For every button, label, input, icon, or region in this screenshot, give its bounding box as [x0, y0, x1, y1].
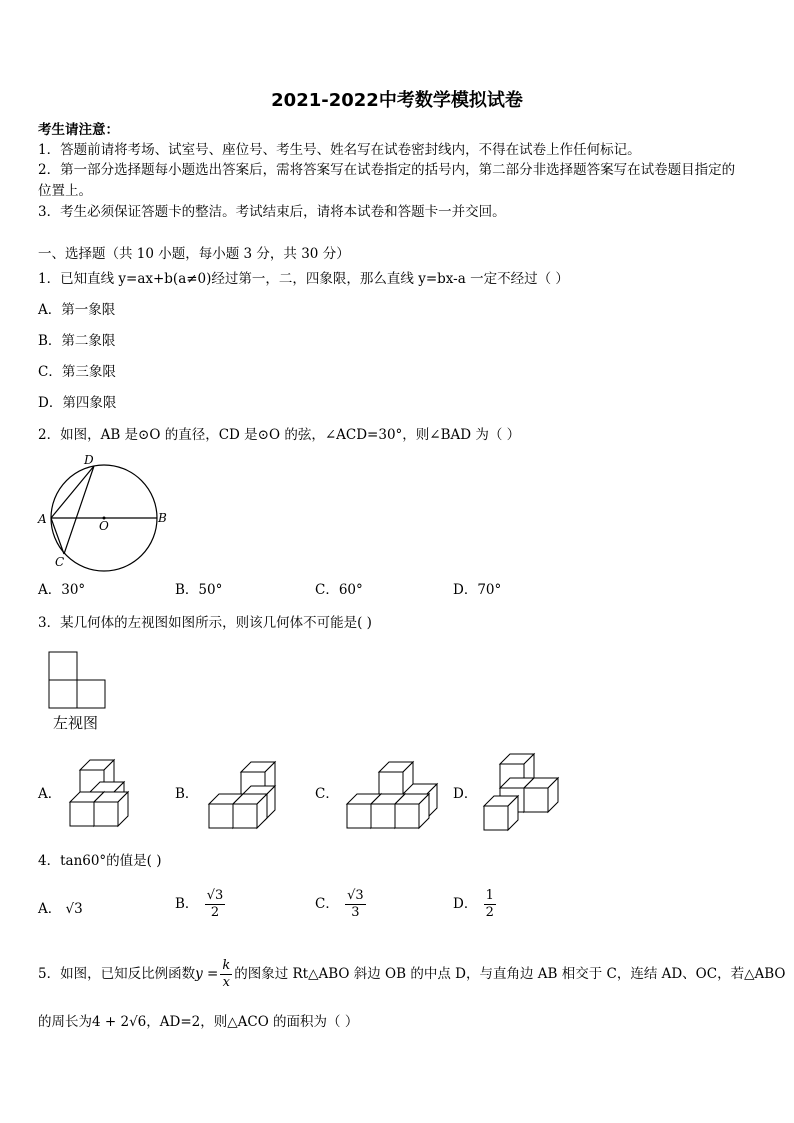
- option-d-fraction: [484, 888, 496, 921]
- q5-k: k: [222, 958, 231, 973]
- option-b-denominator: 2: [210, 905, 220, 920]
- question-3-stem: 3．某几何体的左视图如图所示，则该几何体不可能是( ): [38, 615, 372, 631]
- notice-item-2-cont: 位置上。: [38, 183, 92, 199]
- option-b-letter: B．: [175, 896, 199, 912]
- question-2-option-c[interactable]: C．60°: [315, 582, 363, 598]
- question-4-option-d[interactable]: [453, 888, 498, 921]
- notice-item-1: 1．答题前请将考场、试室号、座位号、考生号、姓名写在试卷密封线内，不得在试卷上作任何标记。: [38, 142, 641, 158]
- q5-y-equals: y =: [195, 966, 219, 982]
- cube: [233, 794, 267, 828]
- option-d-denominator: 2: [485, 905, 494, 920]
- question-3-option-c-label[interactable]: C．: [315, 786, 339, 802]
- option-d-numerator: 1: [485, 888, 494, 903]
- question-5-stem-line-1: [38, 958, 785, 991]
- q5-part-2: 的图象过 Rt△ABO 斜边 OB 的中点 D，与直角边 AB 相交于 C，连结 AD、OC，若△ABO: [234, 966, 786, 982]
- question-3-option-c-figure: [343, 760, 443, 830]
- q5-k-over-x: [220, 958, 232, 991]
- circle-diagram: [34, 448, 174, 578]
- question-2-option-b[interactable]: B．50°: [175, 582, 223, 598]
- cube: [94, 792, 128, 826]
- label-o: O: [99, 519, 109, 533]
- q5-part-1: 5．如图，已知反比例函数: [38, 966, 196, 982]
- notice-item-2: 2．第一部分选择题每小题选出答案后，需将答案写在试卷指定的括号内，第二部分非选择题答案写在试卷题目指定的: [38, 162, 736, 178]
- question-4-option-a[interactable]: [38, 899, 83, 919]
- option-b-numerator: √3: [206, 888, 224, 903]
- question-3-option-d-figure: [480, 752, 560, 832]
- option-c-fraction: [345, 888, 366, 921]
- question-3-option-b-label[interactable]: B．: [175, 786, 199, 802]
- page-title: 2021-2022中考数学模拟试卷: [271, 90, 523, 111]
- label-a: A: [38, 512, 47, 526]
- question-5-stem-line-2: [38, 1012, 358, 1032]
- question-1-option-a[interactable]: A．第一象限: [38, 302, 116, 318]
- option-c-letter: C．: [315, 896, 339, 912]
- question-1-option-c[interactable]: C．第三象限: [38, 364, 116, 380]
- option-c-numerator: √3: [347, 888, 364, 903]
- question-1-option-b[interactable]: B．第二象限: [38, 333, 116, 349]
- left-view-figure: [48, 651, 112, 711]
- left-view-caption: 左视图: [53, 714, 99, 732]
- option-d-letter: D．: [453, 896, 478, 912]
- question-2-option-a[interactable]: A．30°: [38, 582, 86, 598]
- question-2-stem: 2．如图，AB 是⊙O 的直径，CD 是⊙O 的弦，∠ACD=30°，则∠BAD 为（ ）: [38, 427, 521, 443]
- cube: [395, 794, 429, 828]
- question-1-stem: 1．已知直线 y=ax+b(a≠0)经过第一，二，四象限，那么直线 y=bx-a 一定不经过（ ）: [38, 271, 569, 287]
- question-3-option-a-label[interactable]: A．: [38, 786, 62, 802]
- question-3-option-a-figure: [64, 758, 144, 828]
- question-4-stem: 4．tan60°的值是( ): [38, 853, 162, 869]
- question-4-option-c[interactable]: [315, 888, 368, 921]
- q5-part-3: 的周长为: [38, 1014, 92, 1030]
- option-b-fraction: [205, 888, 226, 921]
- option-c-denominator: 3: [351, 905, 360, 920]
- label-d: D: [84, 453, 94, 467]
- notice-heading: 考生请注意：: [38, 122, 119, 138]
- label-c: C: [55, 555, 65, 569]
- label-b: B: [158, 511, 167, 525]
- option-a-letter: A．: [38, 901, 62, 917]
- question-3-option-d-label[interactable]: D．: [453, 786, 478, 802]
- question-1-option-d[interactable]: D．第四象限: [38, 395, 117, 411]
- question-2-option-d[interactable]: D．70°: [453, 582, 502, 598]
- q5-part-4: ，AD=2，则△ACO 的面积为（ ）: [146, 1014, 359, 1030]
- q5-x: x: [222, 975, 230, 990]
- notice-item-3: 3．考生必须保证答题卡的整洁。考试结束后，请将本试卷和答题卡一并交回。: [38, 204, 506, 220]
- q5-perimeter: 4 + 2√6: [92, 1014, 147, 1030]
- section-heading: 一、选择题（共 10 小题，每小题 3 分，共 30 分）: [38, 246, 350, 262]
- cube: [524, 778, 558, 812]
- question-4-option-b[interactable]: [175, 888, 227, 921]
- question-3-option-b-figure: [205, 760, 285, 830]
- chord-ac: [51, 518, 64, 554]
- option-a-value: √3: [65, 901, 83, 917]
- cube: [484, 796, 518, 830]
